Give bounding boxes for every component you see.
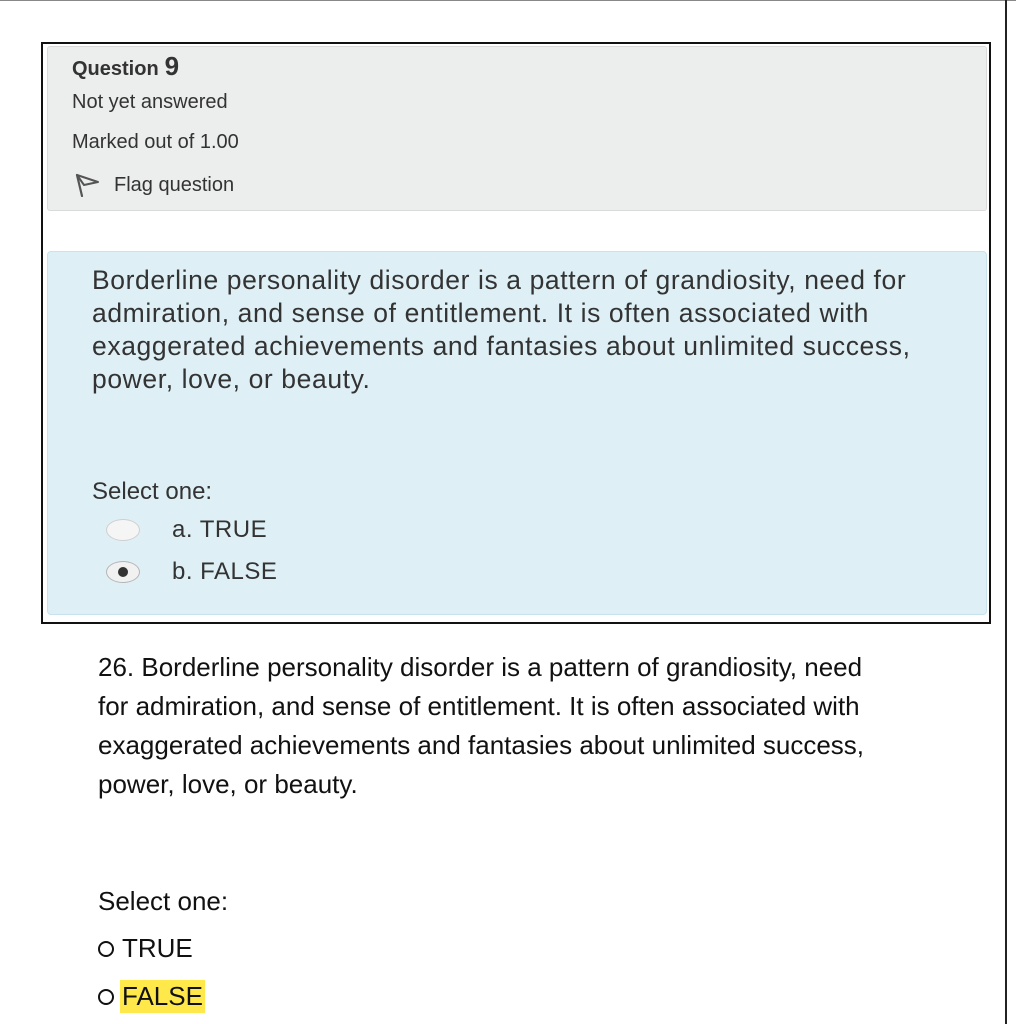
question-text: Borderline personality disorder is a pattern of grandiosity, need for admiration, and sense of entitlement. It is often associated with exaggerated achievements and fantasies about unlimited success, power, love, or beauty. bbox=[92, 265, 911, 394]
flag-question-label: Flag question bbox=[114, 173, 235, 196]
circle-icon bbox=[98, 941, 114, 957]
radio-true[interactable] bbox=[106, 519, 140, 541]
question-grade: Marked out of 1.00 bbox=[72, 131, 239, 153]
page-right-border bbox=[1005, 0, 1007, 1024]
option-true[interactable] bbox=[106, 516, 267, 544]
option-false-label: b. FALSE bbox=[172, 558, 278, 585]
option-false[interactable] bbox=[106, 558, 277, 586]
circle-icon bbox=[98, 989, 114, 1005]
flag-question-button[interactable] bbox=[74, 173, 234, 197]
page-top-border bbox=[0, 0, 1016, 1]
question-heading bbox=[72, 51, 179, 82]
radio-false[interactable] bbox=[106, 561, 140, 583]
transcript-select-one: Select one: bbox=[98, 886, 229, 916]
transcript-question-text: 26. Borderline personality disorder is a pattern of grandiosity, need for admiration, and sense of entitlement. It is often associated with exaggerated achievements and fantasies about unlimited success, power, love, or beauty. bbox=[98, 652, 865, 799]
question-label: Question bbox=[72, 58, 159, 80]
radio-selected-dot bbox=[118, 567, 128, 577]
option-true-label: a. TRUE bbox=[172, 516, 268, 543]
transcript-option-false[interactable] bbox=[98, 980, 205, 1013]
flag-icon bbox=[74, 173, 100, 197]
select-one-prompt: Select one: bbox=[92, 478, 213, 505]
question-number: 9 bbox=[164, 51, 180, 81]
question-content bbox=[47, 251, 987, 615]
transcript-option-true-label: TRUE bbox=[122, 933, 193, 963]
transcript-option-true[interactable] bbox=[98, 932, 195, 965]
quiz-screenshot bbox=[41, 42, 991, 624]
question-state: Not yet answered bbox=[72, 91, 228, 113]
question-info-panel bbox=[47, 46, 987, 211]
transcript-option-false-label: FALSE bbox=[122, 981, 203, 1011]
